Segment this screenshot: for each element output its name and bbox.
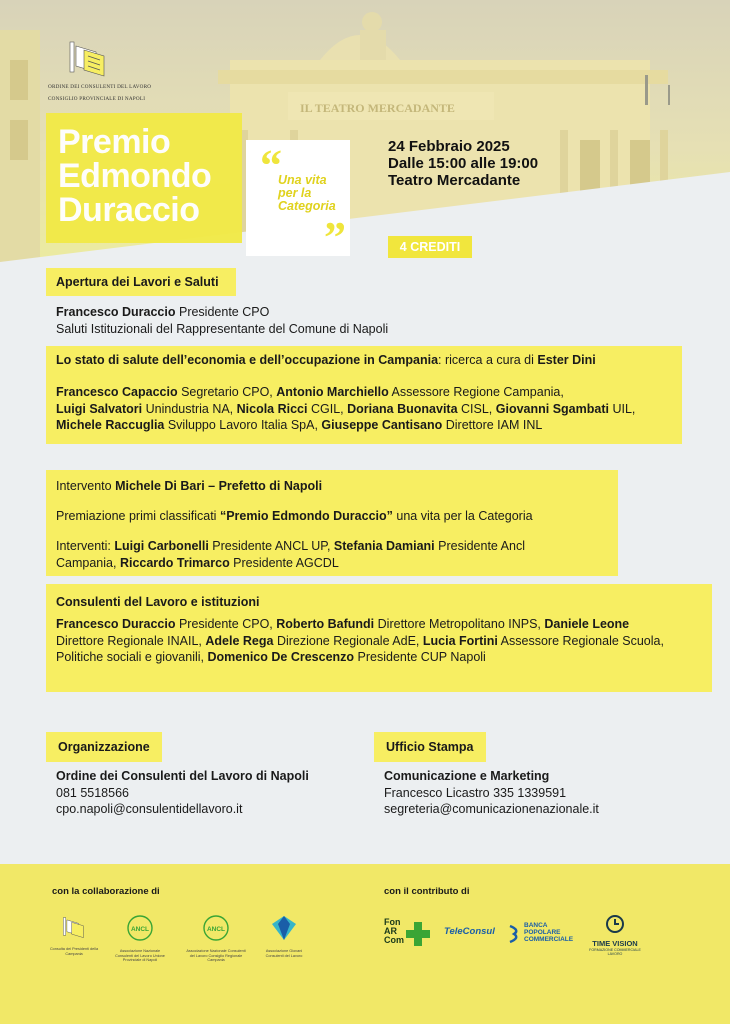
timevision-text: TIME VISION [592, 939, 638, 948]
speaker-name: Riccardo Trimarco [119, 555, 230, 570]
panelist-role: CISL, [457, 401, 496, 416]
organization-label: Organizzazione [46, 732, 162, 762]
organization-details [56, 768, 366, 818]
building-sign: IL TEATRO MERCADANTE [300, 101, 455, 115]
contribution-label: con il contributo di [384, 886, 470, 897]
opening-title: Apertura dei Lavori e Saluti [56, 275, 219, 289]
speaker-role: Presidente AGCDL [229, 555, 339, 570]
event-title [58, 125, 211, 227]
tagline-line-3: Categoria [278, 199, 336, 213]
award-name: “Premio Edmondo Duraccio” [219, 509, 393, 523]
partner-fonarcom [384, 918, 436, 950]
panelist-role: Direttore Metropolitano INPS, [374, 617, 545, 631]
panelist-role: Politiche sociali e giovanili, [56, 650, 208, 664]
award-intro: Premiazione primi classificati [56, 509, 220, 523]
bpc-line: COMMERCIALE [524, 936, 574, 943]
ancl-campania-caption: Associazione Nazionale Consulenti del Lavoro Consiglio Regionale Campania [186, 949, 246, 963]
speaker-name: Stefania Damiani [333, 539, 435, 553]
press-name: Comunicazione e Marketing [384, 769, 550, 783]
title-line-2: Edmondo [58, 157, 212, 195]
open-quote-icon: “ [260, 141, 282, 190]
economy-heading [56, 352, 676, 369]
award-outro: una vita per la Categoria [392, 509, 533, 523]
panelist-role: Presidente CUP Napoli [354, 650, 486, 664]
press-details [384, 768, 704, 818]
panelist-role: Assessore Regionale Scuola, [497, 633, 664, 648]
panelist-name: Giuseppe Cantisano [321, 418, 443, 432]
org-logo [48, 38, 168, 102]
panelist-role: Presidente CPO, [175, 617, 277, 631]
consulta-logo-icon [61, 914, 87, 940]
panelist-role: Assessore Regione Campania, [388, 385, 564, 399]
event-title-box [46, 113, 242, 243]
opening-speaker-name: Francesco Duraccio [56, 305, 176, 319]
economy-researcher: Ester Dini [537, 353, 596, 367]
press-label: Ufficio Stampa [374, 732, 486, 762]
event-date: 24 Febbraio 2025 [388, 138, 510, 155]
partner-ancl-napoli [112, 914, 168, 963]
panelist-name: Michele Raccuglia [56, 418, 165, 432]
opening-title-box [46, 268, 236, 296]
org-logo-caption-1: ORDINE DEI CONSULENTI DEL LAVORO [48, 84, 152, 90]
opening-greeting: Saluti Istituzionali del Rappresentante del Comune di Napoli [56, 321, 389, 336]
giovani-caption: Associazione Giovani Consulenti del Lavoro [265, 949, 303, 958]
tagline-line-1: Una vita [278, 173, 327, 187]
tagline-text [278, 174, 348, 213]
panelist-name: Daniele Leone [544, 617, 630, 631]
ancl-logo-text: ANCL [130, 926, 150, 933]
press-contact[interactable]: Francesco Licastro 335 1339591 [384, 785, 567, 800]
ancl-logo-icon [202, 914, 230, 942]
speaker-role: Presidente ANCL UP, [208, 539, 334, 553]
event-venue: Teatro Mercadante [388, 172, 521, 189]
panelist-name: Lucia Fortini [422, 633, 498, 648]
fonarcom-line: AR [384, 926, 397, 936]
org-logo-caption-2: CONSIGLIO PROVINCIALE DI NAPOLI [48, 96, 146, 102]
timevision-subtitle: FORMAZIONE COMMERCIALE LAVORO [589, 948, 641, 956]
fonarcom-line: Com [384, 935, 404, 945]
panelist-role: Direzione Regionale AdE, [273, 633, 423, 648]
panelist-name: Adele Rega [205, 633, 274, 648]
panelist-name: Doriana Buonavita [347, 401, 458, 416]
consulenti-logo-icon [66, 38, 110, 78]
ancl-napoli-caption: Associazione Nazionale Consulenti del Lavoro Unione Provinciale di Napoli [115, 949, 165, 963]
panelist-name: Francesco Duraccio [56, 617, 176, 631]
event-time: Dalle 15:00 alle 19:00 [388, 155, 539, 172]
bpc-line: POPOLARE [524, 929, 561, 936]
prefect-intro: Intervento [56, 479, 116, 493]
partner-teleconsul [444, 926, 500, 937]
close-quote-icon: ” [324, 213, 346, 262]
economy-session-box [46, 346, 682, 444]
fonarcom-line: Fon [384, 917, 401, 927]
bpc-logo-icon [508, 924, 522, 944]
award-line [56, 508, 616, 525]
panelist-role: UIL, [608, 401, 636, 416]
award-session-box [46, 470, 618, 576]
speaker-role: Presidente Ancl [434, 539, 525, 553]
credits-badge: 4 CREDITI [388, 236, 472, 258]
economy-research-text: : ricerca a cura di [438, 353, 538, 367]
panelist-name: Antonio Marchiello [276, 385, 389, 399]
teleconsul-text: TeleConsul [444, 926, 495, 937]
opening-details [56, 304, 696, 337]
organization-phone[interactable]: 081 5518566 [56, 785, 129, 800]
organization-name: Ordine dei Consulenti del Lavoro di Napoli [56, 769, 309, 783]
institutions-session-box [46, 584, 712, 692]
institutions-panelists [56, 616, 708, 666]
partner-consulta [46, 914, 102, 956]
tagline-quote-box [246, 140, 350, 262]
speeches [56, 538, 596, 571]
panelist-name: Giovanni Sgambati [495, 401, 609, 416]
panelist-name: Nicola Ricci [236, 401, 308, 416]
panelist-name: Roberto Bafundi [276, 617, 375, 631]
title-line-1: Premio [58, 123, 171, 161]
partner-timevision [588, 914, 642, 956]
partner-ancl-campania [184, 914, 248, 963]
panelist-role: Unindustria NA, [142, 401, 237, 416]
consulta-caption: Consulta dei Presidenti della Campania [49, 947, 99, 956]
panelist-role: Direttore IAM INL [442, 418, 543, 432]
panelist-role: Direttore Regionale INAIL, [56, 633, 206, 648]
prefect-intervention [56, 478, 322, 495]
panelist-name: Luigi Salvatori [56, 401, 143, 416]
event-info [388, 138, 688, 189]
giovani-diamond-icon [270, 914, 298, 942]
speaker-role: Campania, [56, 555, 120, 570]
panelist-role: CGIL, [307, 401, 348, 416]
ancl-logo-icon [126, 914, 154, 942]
economy-panelists [56, 384, 676, 434]
ancl-logo-text: ANCL [206, 926, 226, 933]
speaker-name: Luigi Carbonelli [114, 539, 209, 553]
panelist-role: Sviluppo Lavoro Italia SpA, [164, 418, 322, 432]
institutions-title: Consulenti del Lavoro e istituzioni [56, 595, 260, 609]
economy-title: Lo stato di salute dell’economia e dell’occupazione in Campania [56, 353, 439, 367]
press-email[interactable]: segreteria@comunicazionenazionale.it [384, 802, 599, 816]
panelist-name: Domenico De Crescenzo [207, 650, 355, 664]
prefect-name: Michele Di Bari – Prefetto di Napoli [115, 479, 323, 493]
collaboration-label: con la collaborazione di [52, 886, 160, 897]
panelist-role: Segretario CPO, [177, 385, 277, 399]
tagline-line-2: per la [278, 186, 312, 200]
organization-email[interactable]: cpo.napoli@consulentidellavoro.it [56, 802, 243, 816]
plus-cross-icon [406, 922, 430, 946]
bpc-line: BANCA [524, 922, 548, 929]
bpc-text [524, 922, 573, 943]
timevision-clock-icon [605, 914, 625, 934]
speeches-intro: Interventi: [56, 539, 115, 553]
panelist-name: Francesco Capaccio [56, 385, 178, 399]
opening-speaker-role: Presidente CPO [178, 305, 270, 319]
partner-giovani [260, 914, 308, 958]
title-line-3: Duraccio [58, 191, 200, 229]
